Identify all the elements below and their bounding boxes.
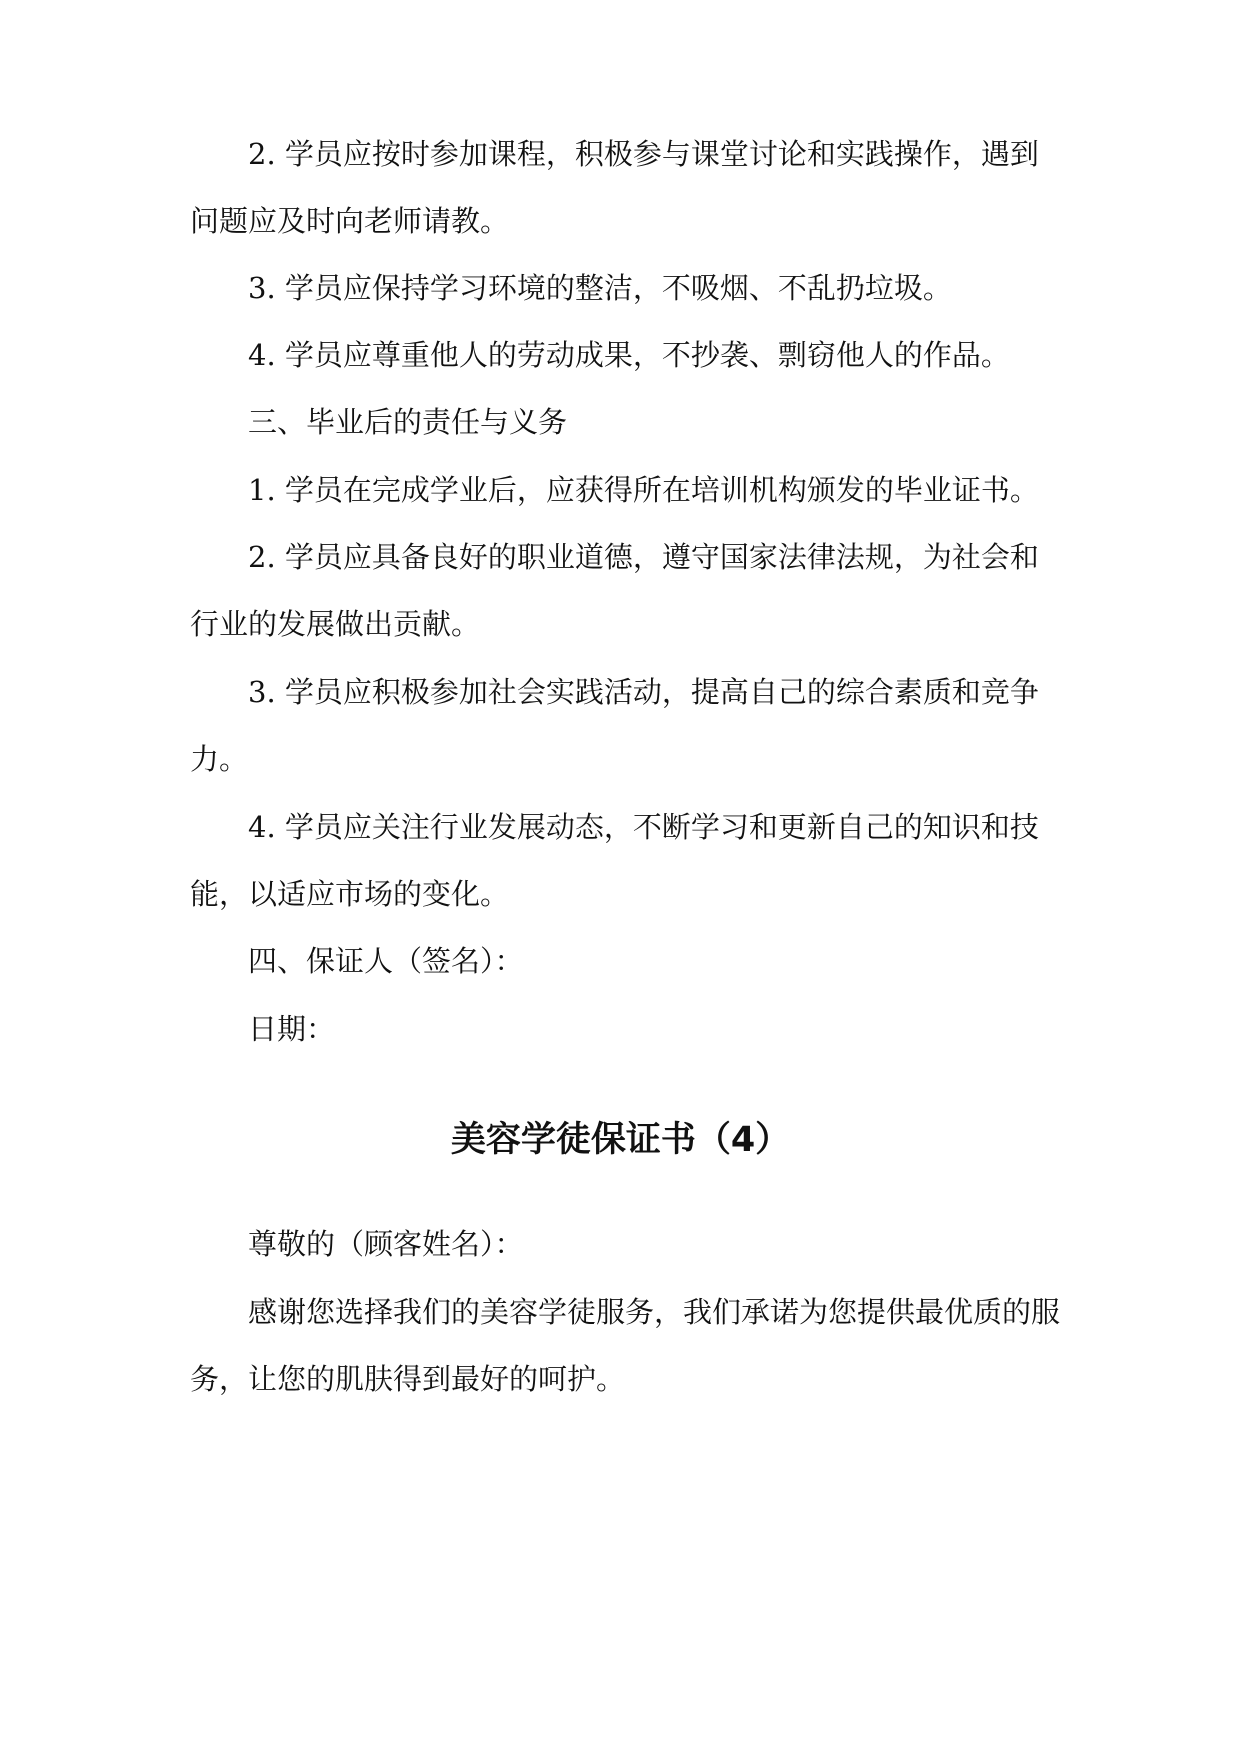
paragraph-line: 力。 [190,742,249,776]
paragraph-line: 4. 学员应尊重他人的劳动成果，不抄袭、剽窃他人的作品。 [248,338,1010,372]
paragraph-line: 4. 学员应关注行业发展动态，不断学习和更新自己的知识和技 [248,810,1039,844]
paragraph-line: 感谢您选择我们的美容学徒服务，我们承诺为您提供最优质的服 [248,1295,1061,1329]
paragraph-line: 问题应及时向老师请教。 [190,204,510,238]
paragraph-line: 3. 学员应保持学习环境的整洁，不吸烟、不乱扔垃圾。 [248,271,952,305]
paragraph-line: 2. 学员应具备良好的职业道德，遵守国家法律法规，为社会和 [248,540,1039,574]
guarantor-signature-line: 四、保证人（签名）： [248,944,524,978]
salutation-line: 尊敬的（顾客姓名）： [248,1227,524,1261]
paragraph-line: 行业的发展做出贡献。 [190,607,481,641]
paragraph-line: 3. 学员应积极参加社会实践活动，提高自己的综合素质和竞争 [248,675,1039,709]
paragraph-line: 1. 学员在完成学业后，应获得所在培训机构颁发的毕业证书。 [248,473,1039,507]
paragraph-line: 务，让您的肌肤得到最好的呵护。 [190,1362,626,1396]
date-line: 日期： [248,1012,336,1046]
section-heading: 三、毕业后的责任与义务 [248,405,568,439]
paragraph-line: 能，以适应市场的变化。 [190,877,510,911]
document-title: 美容学徒保证书（4） [450,1120,791,1160]
paragraph-line: 2. 学员应按时参加课程，积极参与课堂讨论和实践操作，遇到 [248,137,1039,171]
